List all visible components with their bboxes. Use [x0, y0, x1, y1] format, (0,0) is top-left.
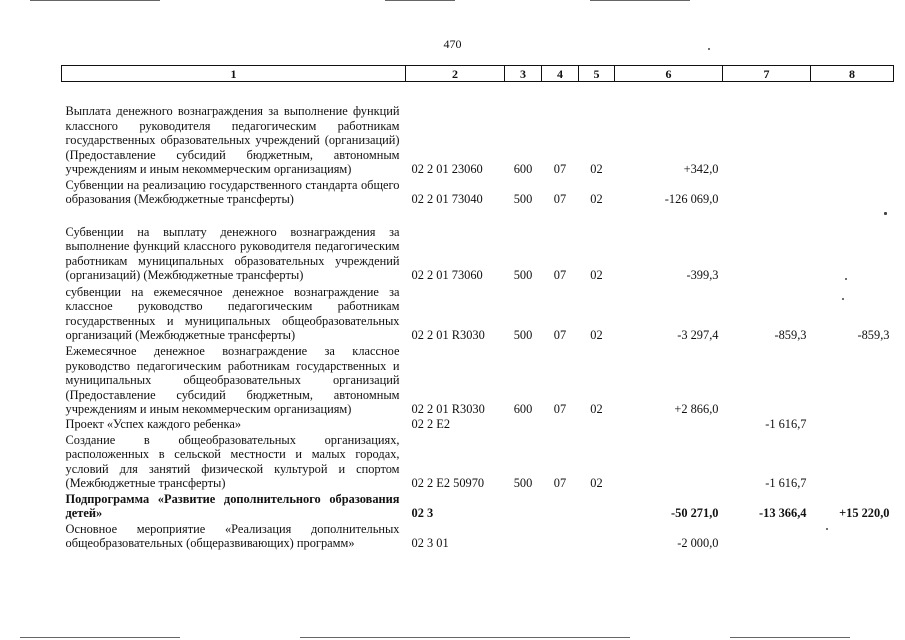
row-col4: 07: [553, 476, 567, 491]
row-col3: 500: [513, 328, 533, 343]
row-col4: [542, 521, 579, 551]
row-col7: [723, 82, 811, 178]
row-name: Создание в общеобразовательных организациях, расположенных в сельской местности и малых городах, условий для занятий физической культурой и спортом (Межбюджетные трансферты): [65, 432, 400, 491]
scan-artifact-top-mid: [385, 0, 455, 1]
row-col4: 07: [553, 162, 567, 177]
row-col4: 07: [553, 402, 567, 417]
row-name: Подпрограмма «Развитие дополнительного образования детей»: [65, 491, 400, 521]
row-col8: [811, 82, 894, 178]
row-code: 02 2 E2 50970: [411, 476, 485, 491]
table-row: [62, 207, 894, 283]
row-col3: [505, 491, 542, 521]
row-col5: [579, 417, 615, 432]
row-name: субвенции на ежемесячное денежное вознаграждение за классное руководство педагогическим работникам государственных и муниципальных общеобразовательных организаций (Межбюджетные трансферты): [65, 284, 400, 343]
column-header-5: 5: [579, 66, 615, 82]
row-col5: 02: [590, 476, 603, 491]
row-col3: 500: [513, 268, 533, 283]
row-col3: [505, 521, 542, 551]
row-col7: -13 366,4: [759, 506, 807, 521]
page-number: 470: [443, 37, 462, 51]
column-header-7: 7: [723, 66, 811, 82]
table-row: [62, 177, 894, 207]
row-col8: [811, 207, 894, 283]
column-header-2: 2: [406, 66, 505, 82]
row-col4: [542, 491, 579, 521]
row-code: 02 2 01 R3030: [411, 402, 485, 417]
row-col3: 600: [513, 402, 533, 417]
row-col5: 02: [590, 192, 603, 207]
row-col5: 02: [590, 328, 603, 343]
budget-table: [61, 65, 894, 551]
column-header-4: 4: [542, 66, 579, 82]
row-code: 02 2 E2: [411, 417, 451, 432]
row-name: Субвенции на выплату денежного вознаграждения за выполнение функций классного руководителя педагогическим работникам муниципальных образовательных учреждений (организаций) (Межбюджетные трансферты): [65, 224, 400, 283]
row-name: Основное мероприятие «Реализация дополнительных общеобразовательных (общеразвивающих) программ»: [65, 521, 400, 551]
table-row: [62, 343, 894, 417]
row-col7: -1 616,7: [765, 417, 807, 432]
table-row: [62, 417, 894, 432]
column-header-1: 1: [62, 66, 406, 82]
table-row: [62, 283, 894, 343]
row-name: Выплата денежного вознаграждения за выполнение функций классного руководителя педагогическим работникам государственных образовательных учреждений (организаций) (Предоставление субсидий бюджетным, автономным учреждениям и иным некоммерческим организациям): [65, 104, 400, 177]
row-name: Ежемесячное денежное вознаграждение за классное руководство педагогическим работникам государственных и муниципальных общеобразовательных организаций (Предоставление субсидий бюджетным, автономным учреждениям и иным некоммерческим организациям): [65, 344, 400, 417]
row-col5: [579, 521, 615, 551]
row-col3: 500: [513, 476, 533, 491]
row-col7: [723, 177, 811, 207]
row-col8: [811, 432, 894, 491]
row-col8: [811, 417, 894, 432]
row-code: 02 2 01 73060: [411, 268, 483, 283]
row-col7: -859,3: [774, 328, 807, 343]
row-col7: -1 616,7: [765, 476, 807, 491]
row-col7: [723, 521, 811, 551]
row-col6: -2 000,0: [677, 536, 719, 551]
row-col6: -126 069,0: [664, 192, 719, 207]
table-row: [62, 82, 894, 178]
row-col6: +342,0: [683, 162, 719, 177]
row-col3: 500: [513, 192, 533, 207]
row-col5: [579, 491, 615, 521]
row-col8: -859,3: [857, 328, 890, 343]
column-header-8: 8: [811, 66, 894, 82]
row-name: Субвенции на реализацию государственного стандарта общего образования (Межбюджетные трансферты): [65, 177, 400, 207]
row-col4: 07: [553, 192, 567, 207]
row-col6: [615, 417, 723, 432]
scan-artifact-bottom-left: [20, 637, 180, 638]
row-code: 02 3 01: [411, 536, 449, 551]
column-header-3: 3: [505, 66, 542, 82]
row-col6: [615, 432, 723, 491]
row-col5: 02: [590, 162, 603, 177]
table-header-row: [62, 66, 894, 82]
row-col8: [811, 177, 894, 207]
table-row: [62, 521, 894, 551]
scan-artifact-top-right: [590, 0, 690, 1]
row-col6: -399,3: [686, 268, 719, 283]
table-row: [62, 432, 894, 491]
row-name: Проект «Успех каждого ребенка»: [65, 417, 242, 432]
row-code: 02 2 01 23060: [411, 162, 483, 177]
row-col7: [723, 207, 811, 283]
row-col5: 02: [590, 402, 603, 417]
row-col5: 02: [590, 268, 603, 283]
row-code: 02 3: [411, 506, 434, 521]
row-col8: +15 220,0: [839, 506, 890, 521]
row-code: 02 2 01 73040: [411, 192, 483, 207]
row-col7: [723, 343, 811, 417]
column-header-6: 6: [615, 66, 723, 82]
scan-speck: [708, 48, 710, 50]
row-col4: 07: [553, 328, 567, 343]
row-col4: [542, 417, 579, 432]
scan-artifact-bottom-right: [730, 637, 850, 638]
row-col6: +2 866,0: [674, 402, 719, 417]
row-col8: [811, 343, 894, 417]
scan-artifact-bottom-mid: [300, 637, 630, 638]
row-col3: 600: [513, 162, 533, 177]
row-col8: [811, 521, 894, 551]
row-col3: [505, 417, 542, 432]
scan-artifact-top-left: [30, 0, 160, 1]
row-col6: -50 271,0: [671, 506, 719, 521]
row-col6: -3 297,4: [677, 328, 719, 343]
row-code: 02 2 01 R3030: [411, 328, 485, 343]
table-row-subprogram: [62, 491, 894, 521]
row-col4: 07: [553, 268, 567, 283]
